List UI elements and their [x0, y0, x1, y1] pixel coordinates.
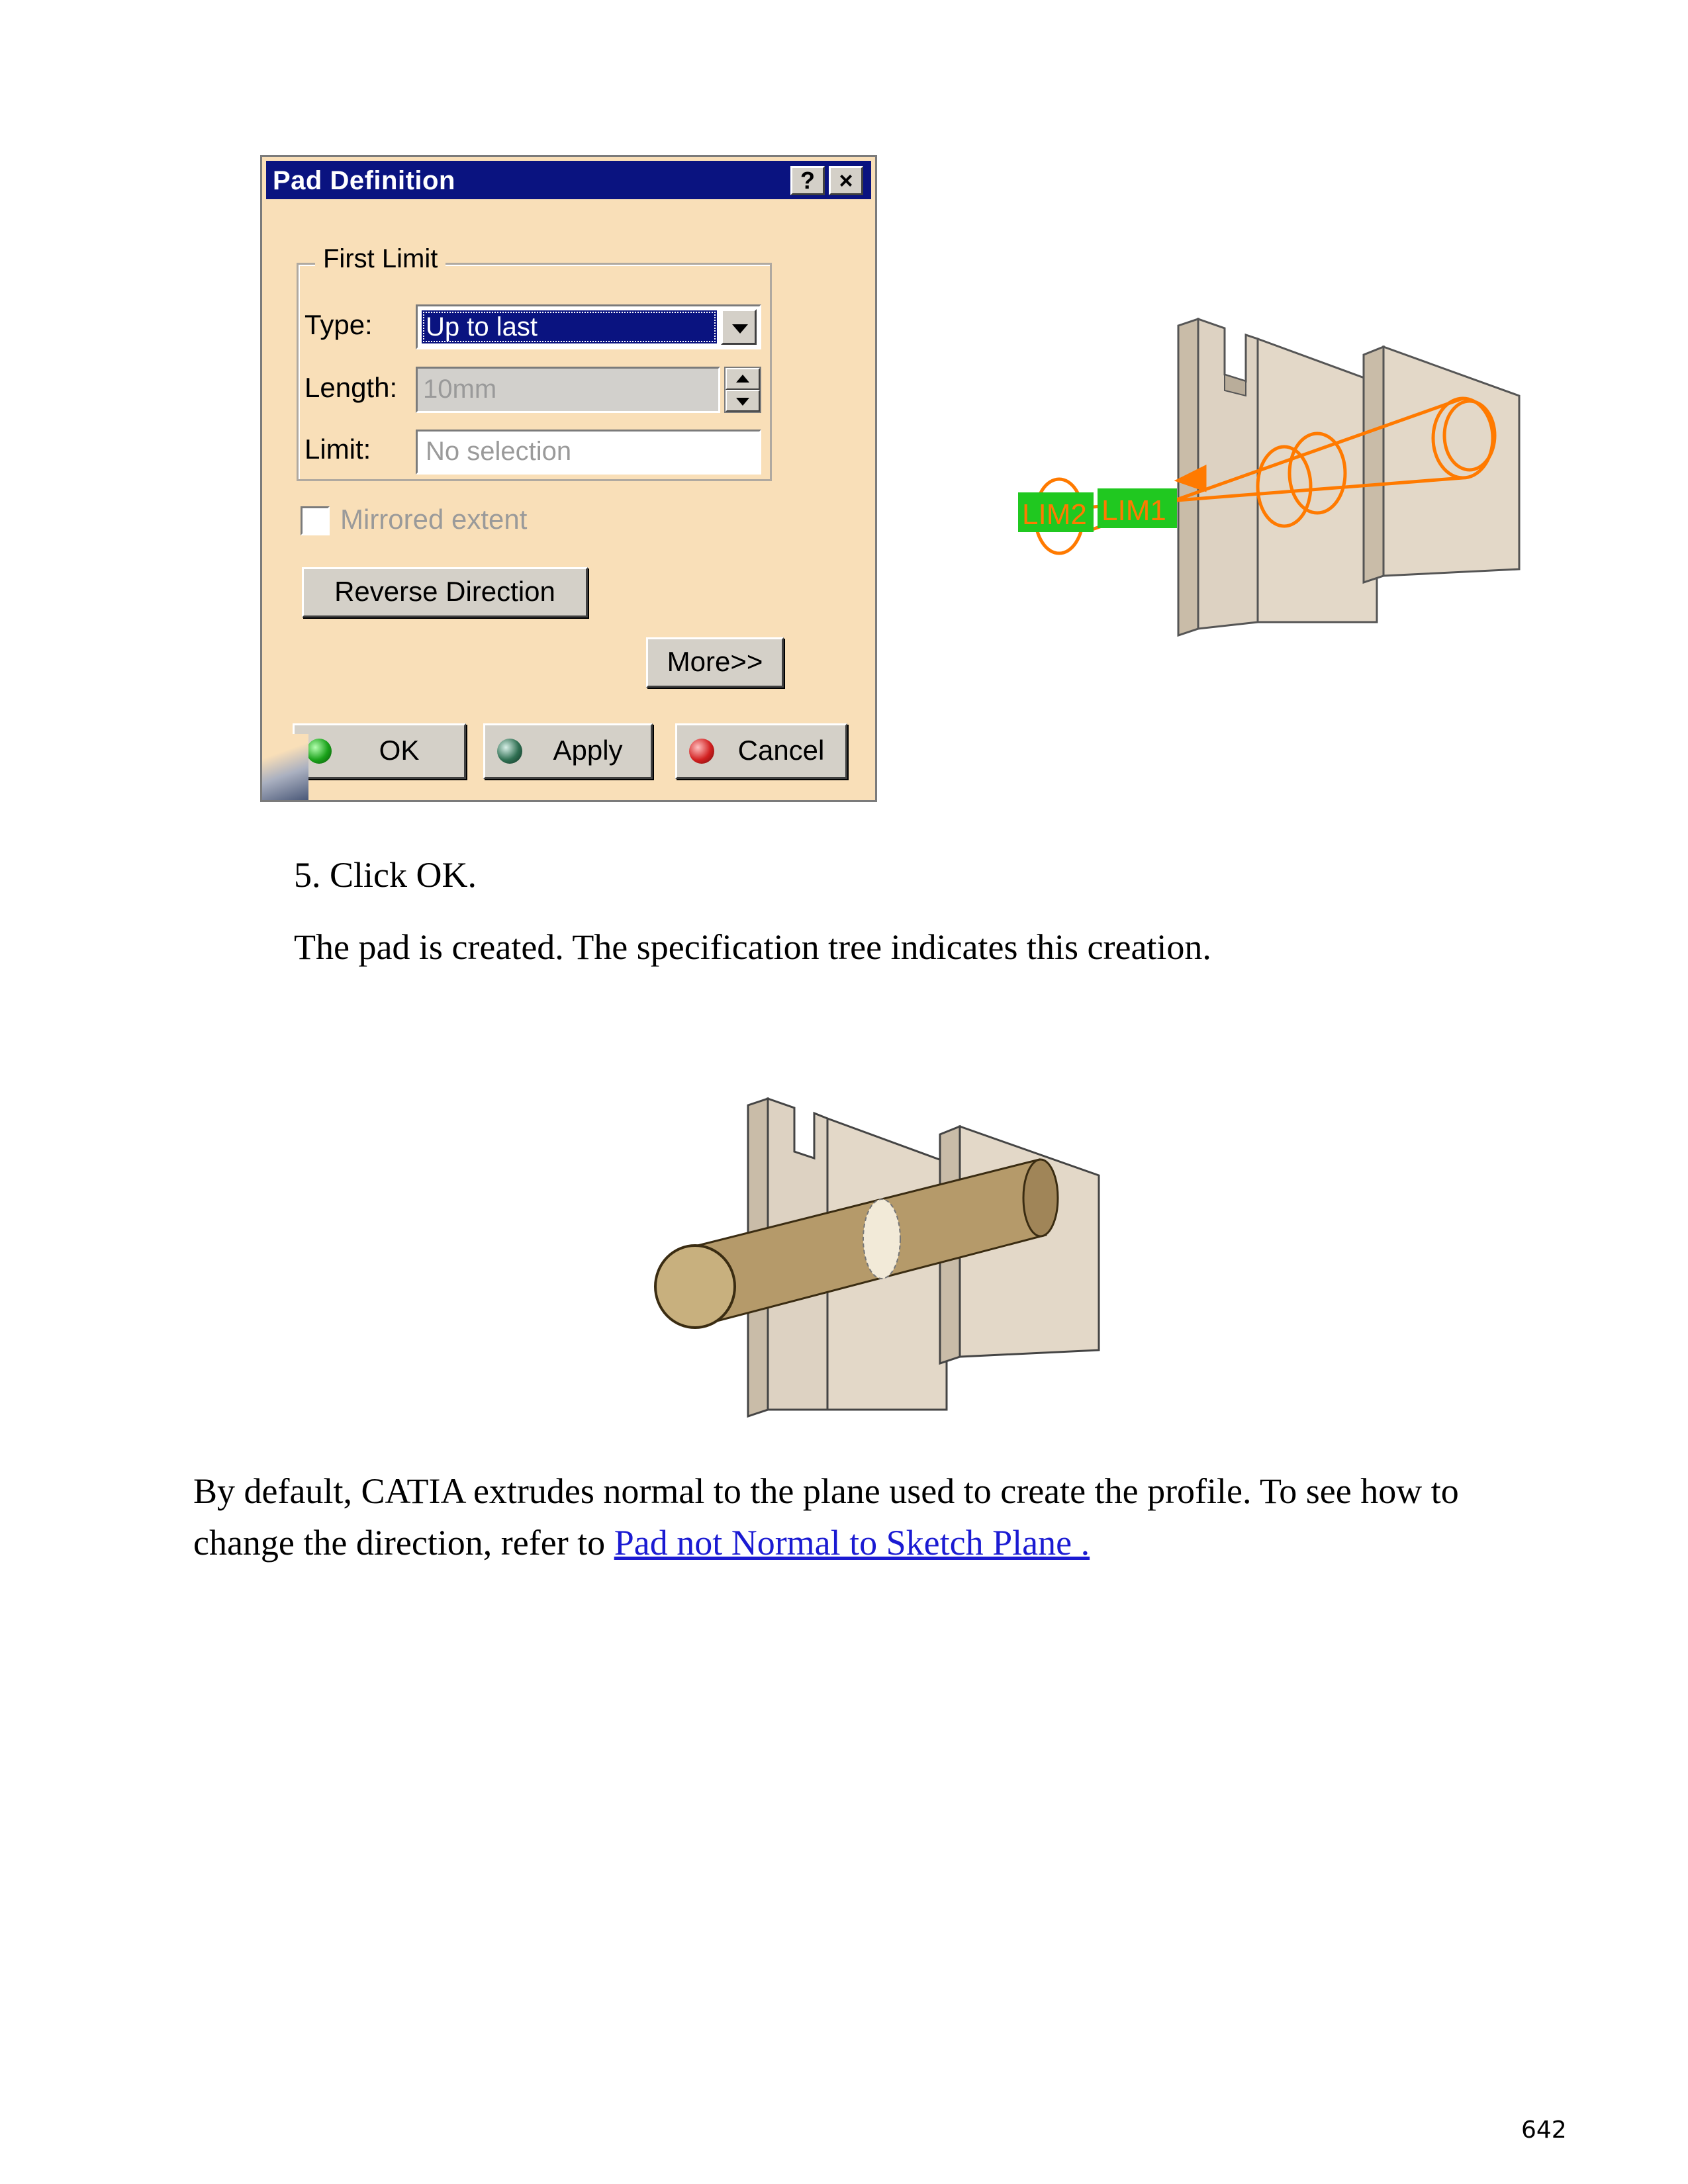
- limit-input[interactable]: No selection: [416, 430, 761, 475]
- left-plate: [1178, 319, 1377, 635]
- spin-up-icon[interactable]: [726, 368, 760, 390]
- body-line-2-prefix: change the direction, refer to: [193, 1523, 614, 1563]
- lim2-label: LIM2: [1022, 498, 1087, 531]
- type-select[interactable]: [416, 304, 761, 349]
- step-text: 5. Click OK.: [294, 855, 477, 895]
- ok-label: OK: [379, 735, 420, 766]
- type-label: Type:: [305, 309, 373, 340]
- more-button[interactable]: More>>: [646, 637, 784, 688]
- reverse-direction-button[interactable]: Reverse Direction: [302, 567, 588, 617]
- mirrored-extent-checkbox[interactable]: [301, 506, 330, 535]
- limit-label: Limit:: [305, 433, 371, 465]
- chevron-down-icon[interactable]: [721, 309, 757, 345]
- dialog-titlebar: [266, 161, 871, 199]
- help-button[interactable]: ?: [790, 166, 825, 195]
- cancel-ball-icon: [689, 739, 714, 764]
- ok-ball-icon: [306, 739, 332, 764]
- close-button[interactable]: ×: [829, 166, 863, 195]
- length-label: Length:: [305, 372, 398, 403]
- length-input[interactable]: 10mm: [416, 367, 720, 413]
- apply-label: Apply: [553, 735, 623, 766]
- type-selected-value: Up to last: [422, 310, 717, 343]
- cancel-label: Cancel: [737, 735, 825, 766]
- body-paragraph: [193, 1465, 1459, 1569]
- page-number: 642: [1521, 2116, 1567, 2144]
- spin-down-icon[interactable]: [726, 390, 760, 412]
- body-line-1: By default, CATIA extrudes normal to the plane used to create the profile. To see how to: [193, 1471, 1459, 1511]
- result-figure: [635, 1085, 1125, 1430]
- corner-decoration: [262, 734, 308, 800]
- apply-ball-icon: [497, 739, 522, 764]
- dialog-title: Pad Definition: [273, 166, 455, 195]
- pad-definition-dialog: [260, 155, 877, 802]
- mirrored-extent-label: Mirrored extent: [340, 504, 528, 535]
- pad-not-normal-link[interactable]: Pad not Normal to Sketch Plane .: [614, 1523, 1090, 1563]
- lim1-label: LIM1: [1102, 494, 1166, 527]
- first-limit-legend: First Limit: [315, 244, 445, 274]
- length-spinner[interactable]: [724, 367, 761, 413]
- result-text: The pad is created. The specification tree indicates this creation.: [294, 927, 1211, 967]
- preview-figure: [1006, 311, 1549, 642]
- cancel-button[interactable]: [675, 723, 847, 779]
- ok-button[interactable]: [293, 723, 466, 779]
- apply-button[interactable]: [483, 723, 653, 779]
